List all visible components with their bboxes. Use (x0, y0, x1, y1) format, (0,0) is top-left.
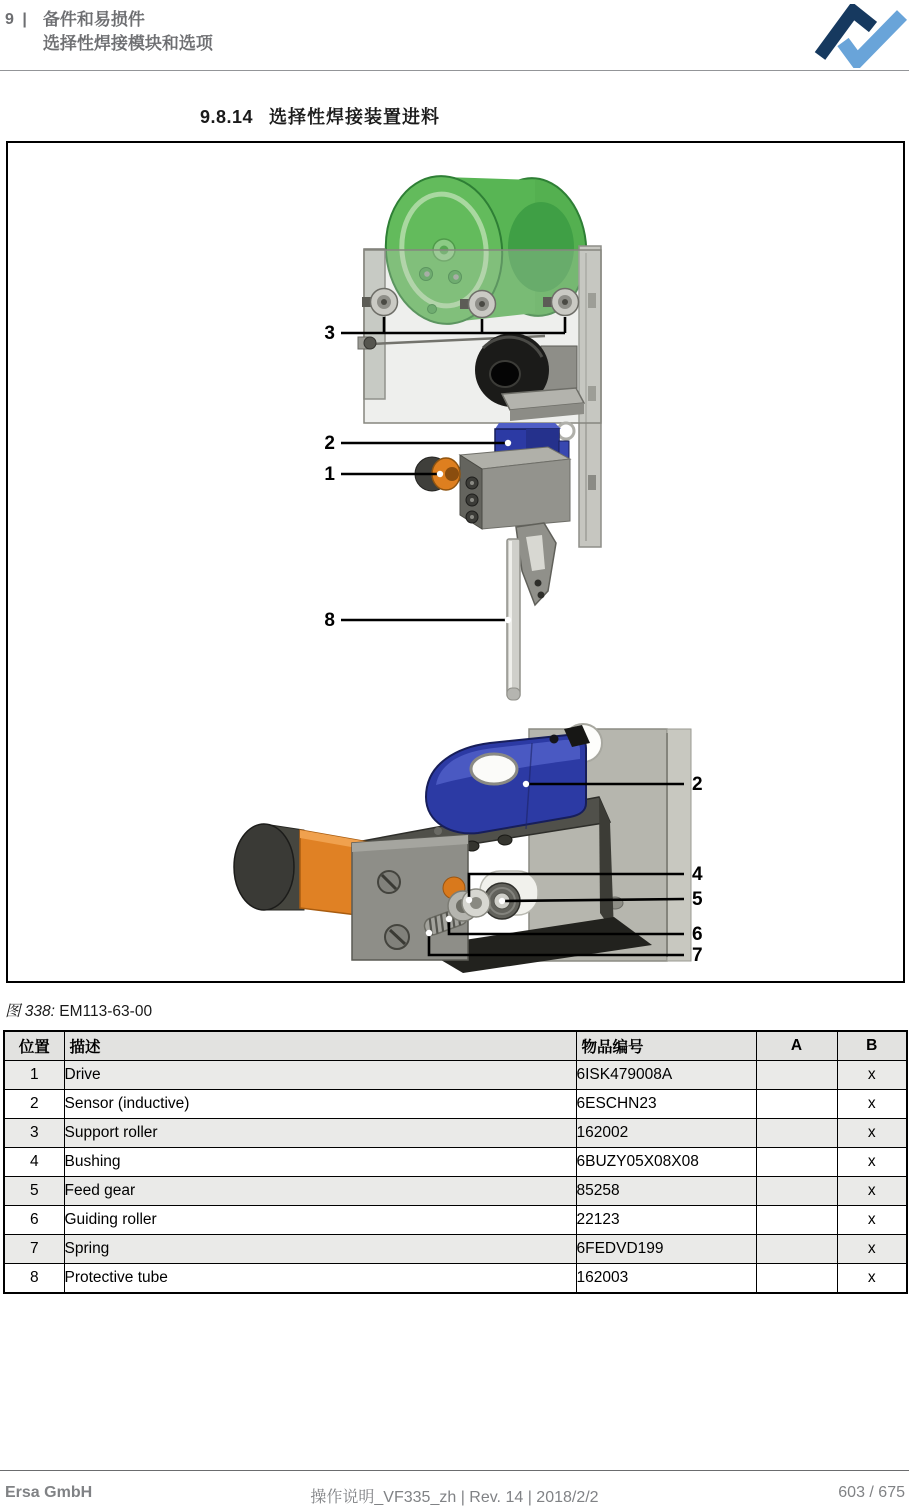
footer-page-number: 603 / 675 (838, 1484, 905, 1501)
ersa-logo-icon (813, 4, 909, 68)
cell-desc: Feed gear (64, 1177, 576, 1206)
callout-label-3: 3 (324, 323, 335, 344)
callout-label-2: 2 (324, 433, 335, 454)
page-header (5, 8, 213, 56)
cell-pos: 4 (4, 1148, 64, 1177)
callout-label-6: 6 (692, 924, 703, 945)
cell-a (756, 1119, 837, 1148)
section-title-text: 选择性焊接装置进料 (269, 107, 441, 127)
cell-b: x (837, 1177, 907, 1206)
cell-pos: 6 (4, 1206, 64, 1235)
cell-b: x (837, 1119, 907, 1148)
callout-label-7: 7 (692, 945, 703, 966)
table-row (4, 1119, 907, 1148)
cell-desc: Sensor (inductive) (64, 1090, 576, 1119)
cell-part: 162003 (576, 1264, 756, 1294)
cell-part: 6ESCHN23 (576, 1090, 756, 1119)
cell-part: 85258 (576, 1177, 756, 1206)
callout-dot (466, 897, 472, 903)
cell-a (756, 1090, 837, 1119)
callout-label-1: 1 (324, 464, 335, 485)
cell-part: 162002 (576, 1119, 756, 1148)
cell-b: x (837, 1264, 907, 1294)
figure-caption-label: 图 338: (5, 1003, 55, 1020)
cell-desc: Guiding roller (64, 1206, 576, 1235)
table-row (4, 1264, 907, 1294)
figure-caption (5, 999, 152, 1021)
cell-b: x (837, 1235, 907, 1264)
figure-frame (6, 141, 905, 983)
section-number: 9.8.14 (200, 107, 254, 127)
callout-label-8: 8 (324, 610, 335, 631)
header-pos: 位置 (4, 1031, 64, 1061)
cell-desc: Support roller (64, 1119, 576, 1148)
cell-part: 22123 (576, 1206, 756, 1235)
footer-document: 操作说明_VF335_zh | Rev. 14 | 2018/2/2 (310, 1489, 599, 1506)
cell-part: 6BUZY05X08X08 (576, 1148, 756, 1177)
cell-part: 6ISK479008A (576, 1061, 756, 1090)
callout-dot (437, 471, 443, 477)
parts-table-body (4, 1061, 907, 1294)
table-row (4, 1235, 907, 1264)
cell-b: x (837, 1090, 907, 1119)
callout-dot (523, 781, 529, 787)
footer-company: Ersa GmbH (5, 1484, 93, 1501)
cell-a (756, 1177, 837, 1206)
header-a: A (756, 1031, 837, 1061)
callout-dot (499, 898, 505, 904)
drive-top (415, 447, 570, 529)
header-rule (0, 70, 909, 71)
cell-a (756, 1206, 837, 1235)
cell-a (756, 1235, 837, 1264)
table-header-row (4, 1031, 907, 1061)
cell-b: x (837, 1206, 907, 1235)
cell-pos: 8 (4, 1264, 64, 1294)
page-footer (0, 1484, 909, 1507)
feed-unit-illustration (234, 724, 703, 973)
cell-a (756, 1061, 837, 1090)
footer-rule (0, 1470, 909, 1471)
cell-pos: 2 (4, 1090, 64, 1119)
cell-part: 6FEDVD199 (576, 1235, 756, 1264)
callout-dot (426, 930, 432, 936)
cell-desc: Protective tube (64, 1264, 576, 1294)
table-row (4, 1148, 907, 1177)
chapter-number: 9 | (5, 11, 29, 28)
table-row (4, 1061, 907, 1090)
cell-pos: 1 (4, 1061, 64, 1090)
section-title (200, 103, 440, 129)
callout-dot (505, 440, 511, 446)
cell-pos: 5 (4, 1177, 64, 1206)
callout-label-2b: 2 (692, 774, 703, 795)
callout-dot (446, 916, 452, 922)
header-desc: 描述 (64, 1031, 576, 1061)
cell-desc: Drive (64, 1061, 576, 1090)
header-part: 物品编号 (576, 1031, 756, 1061)
cell-pos: 7 (4, 1235, 64, 1264)
cell-b: x (837, 1061, 907, 1090)
wire-spool-illustration (324, 170, 601, 700)
callout-dot (505, 617, 511, 623)
cell-desc: Bushing (64, 1148, 576, 1177)
parts-table (3, 1030, 908, 1294)
cell-b: x (837, 1148, 907, 1177)
sensor-bottom (426, 725, 590, 833)
table-row (4, 1206, 907, 1235)
figure-illustrations (8, 143, 903, 981)
figure-caption-text: EM113-63-00 (59, 1003, 153, 1020)
header-b: B (837, 1031, 907, 1061)
cell-a (756, 1264, 837, 1294)
callout-label-4: 4 (692, 864, 703, 885)
cell-desc: Spring (64, 1235, 576, 1264)
header-line2: 选择性焊接模块和选项 (42, 34, 213, 53)
table-row (4, 1090, 907, 1119)
table-row (4, 1177, 907, 1206)
callout-label-5: 5 (692, 889, 703, 910)
cell-a (756, 1148, 837, 1177)
cell-pos: 3 (4, 1119, 64, 1148)
header-line1: 备件和易损件 (42, 10, 145, 29)
